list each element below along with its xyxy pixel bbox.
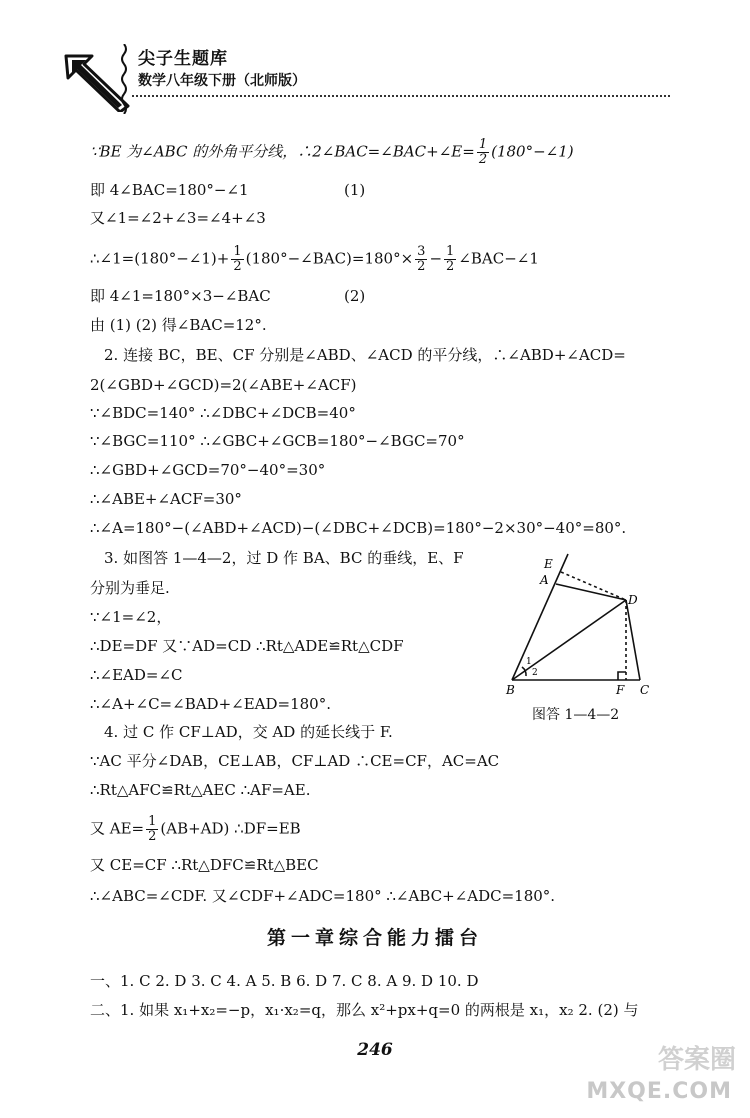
label-C: C <box>640 683 650 697</box>
angle-1-label: 1 <box>526 657 532 667</box>
solution-line: ∵AC 平分∠DAB，CE⊥AB，CF⊥AD ∴CE=CF，AC=AC <box>90 752 500 770</box>
solution-line: ∴Rt△AFC≌Rt△AEC ∴AF=AE. <box>90 781 311 799</box>
page-number: 246 <box>357 1040 393 1060</box>
figure-caption: 图答 1—4—2 <box>532 707 620 723</box>
answer-line: 二、1. 如果 x₁+x₂=−p，x₁·x₂=q，那么 x²+px+q=0 的两根是 x₁，x₂ 2. (2) 与 <box>90 1001 639 1019</box>
label-D: D <box>628 593 638 607</box>
solution-line: 2(∠GBD+∠GCD)=2(∠ABE+∠ACF) <box>90 376 357 394</box>
watermark-logo: 答案圈 <box>657 1045 736 1075</box>
header-dotted-rule <box>132 95 670 97</box>
watermark-url: MXQE.COM <box>586 1079 732 1104</box>
solution-line: ∴∠ABC=∠CDF. 又∠CDF+∠ADC=180° ∴∠ABC+∠ADC=180°. <box>90 887 556 905</box>
fraction: $\frac{1}{2}$ <box>446 244 455 274</box>
book-series-title: 尖子生题库 <box>138 49 228 69</box>
solution-line: ∵BE 为∠ABC 的外角平分线，∴2∠BAC=∠BAC+∠E= $\frac{1}{2}$ (180°−∠1) <box>90 137 574 167</box>
solution-line: ∴∠EAD=∠C <box>90 666 183 684</box>
solution-line: ∴∠1=(180°−∠1)+ $\frac{1}{2}$ (180°−∠BAC)=180°× $\frac{3}{2}$ − $\frac{1}{2}$ ∠BAC−∠1 <box>90 244 539 274</box>
book-subtitle: 数学八年级下册（北师版） <box>138 73 306 89</box>
label-A: A <box>540 573 549 587</box>
solution-line: ∴∠GBD+∠GCD=70°−40°=30° <box>90 461 326 479</box>
solution-line: 又∠1=∠2+∠3=∠4+∠3 <box>90 209 266 227</box>
wave-divider-icon <box>118 44 130 114</box>
solution-line: ∴∠ABE+∠ACF=30° <box>90 490 242 508</box>
fraction: $\frac{1}{2}$ <box>148 814 157 844</box>
fraction: $\frac{1}{2}$ <box>478 137 488 167</box>
answer-line: 一、1. C 2. D 3. C 4. A 5. B 6. D 7. C 8. A 9. D 10. D <box>90 972 479 990</box>
solution-line: 即 4∠1=180°×3−∠BAC (2) <box>90 287 366 305</box>
fraction: $\frac{1}{2}$ <box>233 244 242 274</box>
solution-line: 由 (1) (2) 得∠BAC=12°. <box>90 316 267 334</box>
solution-line: ∴DE=DF 又∵AD=CD ∴Rt△ADE≌Rt△CDF <box>90 637 404 655</box>
geometry-figure <box>500 552 660 697</box>
label-B: B <box>506 683 515 697</box>
angle-2-label: 2 <box>532 668 538 678</box>
label-E: E <box>544 557 553 571</box>
solution-line: 分别为垂足. <box>90 579 170 597</box>
fraction: $\frac{3}{2}$ <box>417 244 426 274</box>
solution-line: ∵∠BDC=140° ∴∠DBC+∠DCB=40° <box>90 404 356 422</box>
section-title: 第一章综合能力擂台 <box>266 927 483 949</box>
solution-line: 又 AE= $\frac{1}{2}$ (AB+AD) ∴DF=EB <box>90 814 301 844</box>
solution-line: 4. 过 C 作 CF⊥AD，交 AD 的延长线于 F. <box>104 723 393 741</box>
solution-line: ∴∠A+∠C=∠BAD+∠EAD=180°. <box>90 695 331 713</box>
solution-line: ∵∠1=∠2， <box>90 608 172 626</box>
solution-line: ∴∠A=180°−(∠ABD+∠ACD)−(∠DBC+∠DCB)=180°−2×30°−40°=80°. <box>90 519 627 537</box>
solution-line: 又 CE=CF ∴Rt△DFC≌Rt△BEC <box>90 856 319 874</box>
solution-line: 2. 连接 BC，BE、CF 分别是∠ABD、∠ACD 的平分线，∴∠ABD+∠ACD= <box>104 346 626 364</box>
solution-line: 即 4∠BAC=180°−∠1 (1) <box>90 181 366 199</box>
label-F: F <box>616 683 625 697</box>
solution-line: 3. 如图答 1—4—2，过 D 作 BA、BC 的垂线，E、F <box>104 549 464 567</box>
solution-line: ∵∠BGC=110° ∴∠GBC+∠GCB=180°−∠BGC=70° <box>90 432 465 450</box>
